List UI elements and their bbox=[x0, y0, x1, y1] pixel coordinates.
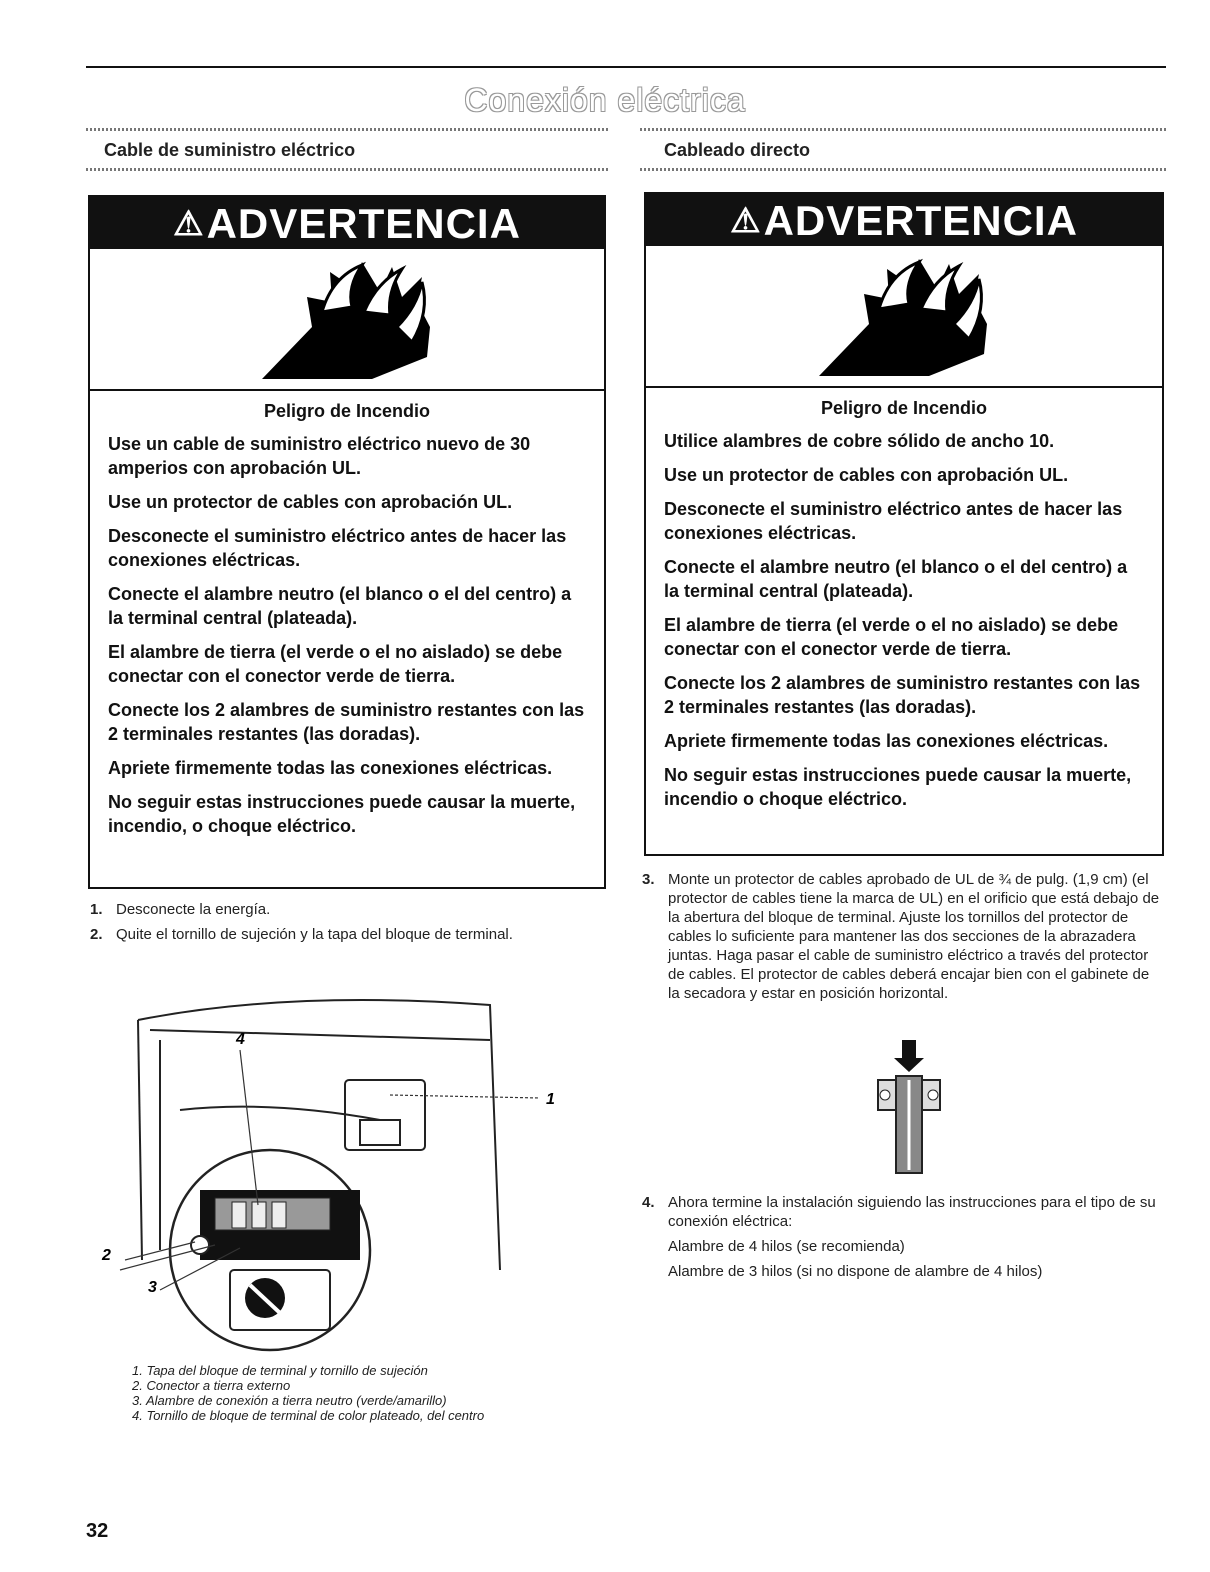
warning-line: No seguir estas instrucciones puede causar la muerte, incendio o choque eléctrico. bbox=[664, 765, 1132, 809]
caption-line: 3. Alambre de conexión a tierra neutro (verde/amarillo) bbox=[132, 1393, 447, 1408]
fire-hazard-pictogram bbox=[90, 249, 604, 391]
warning-line: Apriete firmemente todas las conexiones eléctricas. bbox=[664, 731, 1109, 751]
terminal-block-diagram bbox=[90, 980, 590, 1360]
wire-option: Alambre de 3 hilos (si no dispone de alambre de 4 hilos) bbox=[668, 1263, 1043, 1280]
caption-line: 2. Conector a tierra externo bbox=[132, 1378, 291, 1393]
warning-banner: ⚠ADVERTENCIA bbox=[646, 194, 1162, 246]
warning-line: El alambre de tierra (el verde o el no aislado) se debe conectar con el conector verde de tierra. bbox=[108, 642, 563, 686]
warning-line: No seguir estas instrucciones puede causar la muerte, incendio, o choque eléctrico. bbox=[108, 792, 576, 836]
diagram-callout: 3 bbox=[148, 1279, 157, 1296]
fire-hazard-pictogram bbox=[646, 246, 1162, 388]
step-item: 2. Quite el tornillo de sujeción y la tapa del bloque de terminal. bbox=[90, 926, 513, 943]
warning-line: Desconecte el suministro eléctrico antes de hacer las conexiones eléctricas. bbox=[664, 499, 1123, 543]
page-title: Conexión eléctrica bbox=[464, 82, 746, 118]
warning-line: Conecte los 2 alambres de suministro restantes con las 2 terminales restantes (las doradas). bbox=[664, 673, 1141, 717]
hazard-title: Peligro de Incendio bbox=[263, 401, 431, 421]
step-item: 1. Desconecte la energía. bbox=[90, 901, 271, 918]
warning-line: Desconecte el suministro eléctrico antes de hacer las conexiones eléctricas. bbox=[108, 526, 567, 570]
warning-line: Apriete firmemente todas las conexiones eléctricas. bbox=[108, 758, 553, 778]
warning-line: Use un cable de suministro eléctrico nuevo de 30 amperios con aprobación UL. bbox=[108, 434, 531, 478]
strain-relief-illustration bbox=[860, 1040, 960, 1175]
top-rule bbox=[86, 66, 1166, 68]
warning-triangle-icon: ⚠ bbox=[173, 205, 205, 243]
dryer-terminal-illustration bbox=[90, 980, 590, 1360]
flame-icon bbox=[809, 254, 999, 379]
warning-triangle-icon: ⚠ bbox=[730, 202, 762, 240]
caption-line: 1. Tapa del bloque de terminal y tornillo de sujeción bbox=[132, 1363, 428, 1378]
warning-box-left bbox=[88, 195, 606, 889]
strain-relief-diagram bbox=[860, 1040, 960, 1175]
warning-line: Use un protector de cables con aprobación UL. bbox=[664, 465, 1069, 485]
section-rule-top bbox=[86, 128, 610, 131]
diagram-captions bbox=[132, 1363, 612, 1423]
section-title-right: Cableado directo bbox=[664, 140, 811, 160]
step-4: 4. Ahora termine la instalación siguiendo las instrucciones para el tipo de su conexión eléctrica: Alambre de 4 hilos (se recomienda) Alambre de 3 hilos (si no dispone de alambre de 4 hilos) bbox=[642, 1193, 1162, 1281]
warning-line: Use un protector de cables con aprobación UL. bbox=[108, 492, 513, 512]
hazard-title: Peligro de Incendio bbox=[820, 398, 988, 418]
warning-banner: ⚠ADVERTENCIA bbox=[90, 197, 604, 249]
warning-line: Conecte el alambre neutro (el blanco o el del centro) a la terminal central (plateada). bbox=[664, 557, 1128, 601]
warning-box-right bbox=[644, 192, 1164, 856]
section-rule-bottom bbox=[86, 168, 610, 171]
wire-option: Alambre de 4 hilos (se recomienda) bbox=[668, 1238, 905, 1255]
page-number: 32 bbox=[86, 1520, 109, 1542]
step-3: 3. Monte un protector de cables aprobado de UL de ¾ de pulg. (1,9 cm) (el protector de cables tiene la marca de UL) en el orificio que está debajo de la abertura del bloque de terminal. Ajuste los tornillos del protector de cables lo suficiente para mantener las dos secciones de la abrazadera juntas. Haga pasar el cable de suministro eléctrico a través del protector de cables. El protector de cables deberá encajar bien con el gabinete de la secadora y estar en posición horizontal. bbox=[642, 871, 1160, 1002]
warning-line: El alambre de tierra (el verde o el no aislado) se debe conectar con el conector verde de tierra. bbox=[664, 615, 1119, 659]
warning-line: Utilice alambres de cobre sólido de ancho 10. bbox=[664, 431, 1055, 451]
section-rule-bottom bbox=[640, 168, 1166, 171]
flame-icon bbox=[252, 257, 442, 382]
section-rule-top bbox=[640, 128, 1166, 131]
steps-left bbox=[90, 900, 610, 950]
warning-line: Conecte el alambre neutro (el blanco o el del centro) a la terminal central (plateada). bbox=[108, 584, 572, 628]
section-title-left: Cable de suministro eléctrico bbox=[104, 140, 356, 160]
diagram-callout: 1 bbox=[546, 1091, 555, 1108]
caption-line: 4. Tornillo de bloque de terminal de color plateado, del centro bbox=[132, 1408, 485, 1423]
diagram-callout: 4 bbox=[236, 1031, 245, 1048]
diagram-callout: 2 bbox=[102, 1247, 111, 1264]
warning-line: Conecte los 2 alambres de suministro restantes con las 2 terminales restantes (las doradas). bbox=[108, 700, 585, 744]
